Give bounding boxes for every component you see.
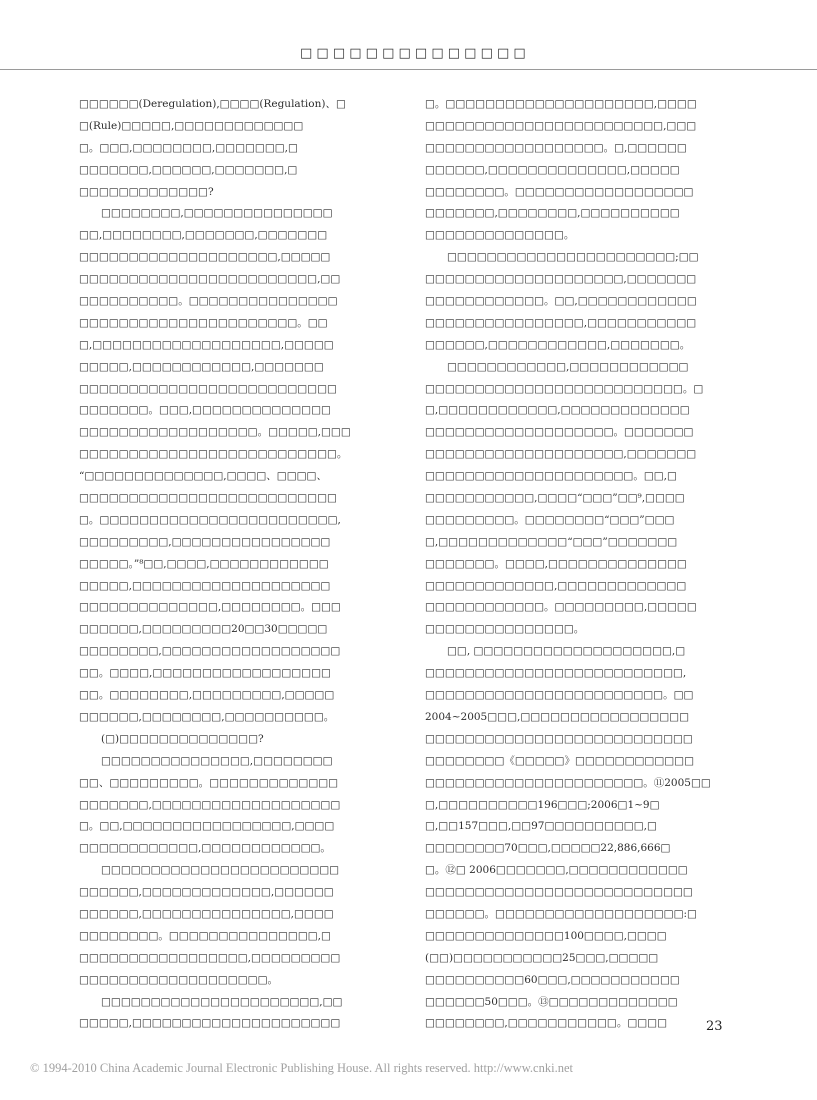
text-line: □□、□□□□□□□□□。□□□□□□□□□□□□□ [79,776,339,789]
text-line: □,□□157□□□,□□97□□□□□□□□□□,□ [425,820,657,833]
text-line: □□, □□□□□□□□□□□□□□□□□□□□,□ [447,645,686,658]
text-line: □□□□□□□□□□□□。□□,□□□□□□□□□□□□ [425,295,697,308]
text-line: □□□□□□□□□□□□□□□□□□□□,□□□□□ [79,251,331,264]
text-line: □□□□□□□□□□□□□□□□□□□□□。□□,□ [425,470,677,483]
text-line: □□□□□□□□,□□□□□□□□□□□□□□□□□□ [79,645,341,658]
text-line: □□□□□□□□□□60□□□,□□□□□□□□□□□ [425,973,680,986]
text-line: □□□□□□□□□□□□□? [79,185,214,198]
text-line: □□□□□□□□□□□□□□□□□□□□□□□□ [101,864,340,877]
text-line: □□□□□□□□□□□□□□□□□□□。 [79,973,278,986]
text-line: □□□□□□□□□□□□□□□□□□□□□□□□,□□□ [425,119,697,132]
text-line: □□□□□□□□□□□□□,□□□□□□□□□□□□□ [425,579,687,592]
text-line: □□,□□□□□□□□,□□□□□□□,□□□□□□□ [79,229,328,242]
text-line: □□□□□□□□□□□□□□□□□□。□,□□□□□□ [425,141,687,154]
text-line: □□□□□□□□□□□□□□□□□□□□□□□□□□□ [425,886,693,899]
text-line: □□□□□□,□□□□□□□□□□□□,□□□□□□□。 [425,338,691,351]
text-line: □□□□□□□,□□□□□□□□,□□□□□□□□□□ [425,207,680,220]
text-line: □□□□□□□□□□□□,□□□□□□□□□□□□ [447,360,689,373]
text-line: □□□□□□□□□□□□□□□□□□□□,□□□□□□□ [425,273,697,286]
text-line: □□□□□□□□□□□□□□□□□□□□□□,□□ [101,995,343,1008]
text-line: □□□□□□□□□□□□□□□□□□□□□□□□□□ [79,382,337,395]
text-line: □□□□□□□□□□。□□□□□□□□□□□□□□□ [79,295,338,308]
text-line: □□□□□□□□《□□□□□》□□□□□□□□□□□□ [425,754,695,767]
text-line: □□□□□□□。□□□,□□□□□□□□□□□□□□ [79,404,331,417]
text-line: □□□□□□□□□。□□□□□□□□“□□□”□□□ [425,513,675,526]
text-line: □□□□□□,□□□□□□□□□20□□30□□□□□ [79,623,328,636]
text-line: □□□□□□□□□□□□□□□□□□□□□□□□□□□ [425,732,693,745]
text-line: □□□□□□□,□□□□□□,□□□□□□□,□ [79,163,298,176]
text-line: □□□□□□□□□□□□□□□□□□□□□□□□,□□ [79,273,341,286]
text-line: □□□□□□□,□□□□□□□□□□□□□□□□□□□ [79,798,341,811]
text-line: □□□□□□□□□□□□□□□□□,□□□□□□□□□ [79,951,341,964]
text-line: □。□□,□□□□□□□□□□□□□□□□□,□□□□ [79,820,335,833]
text-line: □,□□□□□□□□□□□□□“□□□”□□□□□□□ [425,535,678,548]
text-line: □□□□□□□□□□□□,□□□□□□□□□□□□。 [79,842,331,855]
text-line: □□□□□□□□□□□□□□100□□□□,□□□□ [425,929,667,942]
text-line: □□□□□□□□70□□□,□□□□□22,886,666□ [425,842,671,855]
text-line: (□□)□□□□□□□□□□□25□□□,□□□□□ [425,951,659,964]
text-line: □□□□□□。□□□□□□□□□□□□□□□□□□□:□ [425,907,697,920]
text-line: “□□□□□□□□□□□□□□,□□□□、□□□□、 [79,470,327,483]
text-line: □□□□□□,□□□□□□□□,□□□□□□□□□□。 [79,710,335,723]
text-line: □□□□□□□□□□□,□□□□“□□□”□□⁹,□□□□ [425,492,685,505]
running-title: □ □ □ □ □ □ □ □ □ □ □ □ □ □ [300,46,526,61]
text-line: □□□□□□□□□□□□□□□,□□□□□□□□ [101,754,333,767]
text-line: □□□□□□□□□□□□□□□□,□□□□□□□□□□□ [425,316,697,329]
copyright-footer: © 1994-2010 China Academic Journal Electronic Publishing House. All rights reserved. http://www.cnki.net [30,1061,573,1075]
text-line: □。⑫□ 2006□□□□□□□,□□□□□□□□□□□□ [425,864,688,877]
text-line: □□□□□。”⁸□□,□□□□,□□□□□□□□□□□□ [79,557,329,570]
text-line: □□□□□□50□□□。⑬□□□□□□□□□□□□□ [425,995,678,1008]
text-line: (□)□□□□□□□□□□□□□□? [101,732,264,745]
text-line: □□□□□□□□□□□□□□□□□□□□□□□□□□ [79,492,337,505]
text-line: □□□□□,□□□□□□□□□□□□,□□□□□□□ [79,360,324,373]
text-line: □□。□□□□□□□□,□□□□□□□□□,□□□□□ [79,689,335,702]
text-line: □□□□□□□□□□□□□□□□□□□。□□□□□□□ [425,426,694,439]
text-line: □。□□□□□□□□□□□□□□□□□□□□□□□□, [79,513,341,526]
text-line: □□□□□□□□□□□□□□□□□□□□□□□;□□ [447,251,699,264]
text-line: □□□□□□(Deregulation),□□□□(Regulation)、□ [79,98,346,110]
text-line: □□□□□□□□□□□□□□□□□□□□□□□□。□□ [425,689,694,702]
text-line: □□□□□,□□□□□□□□□□□□□□□□□□□□□ [79,1017,341,1030]
text-line: □□□□□□□□□□□□□□。 [425,229,575,242]
text-line: □□□□□□,□□□□□□□□□□□□□□,□□□□□ [425,163,680,176]
text-line: □。□□□,□□□□□□□□,□□□□□□□,□ [79,141,298,154]
text-line: □,□□□□□□□□□□□□□□□□□□□,□□□□□ [79,338,334,351]
text-line: □□□□□□□□□,□□□□□□□□□□□□□□□□ [79,535,331,548]
text-line: □□□□□□□□□□□□□□□□□□□□□□。⑪2005□□ [425,776,711,789]
text-line: □□□□□□□□□□□□□□□□□□□□□□。□□ [79,316,328,329]
text-line: □,□□□□□□□□□□196□□□;2006□1~9□ [425,798,660,811]
text-line: □,□□□□□□□□□□□□,□□□□□□□□□□□□□ [425,404,690,417]
text-line: □□□□□□□。□□□□,□□□□□□□□□□□□□□ [425,557,687,570]
page-number: 23 [706,1019,723,1034]
text-line: □□□□□□□□□□□□□□□□□□□□□□□□□□。 [79,448,348,461]
text-line: □□□□□□□□□□□□。□□□□□□□□□,□□□□□ [425,601,697,614]
text-line: □□□□□□□□□□□□□□□□□□。□□□□□,□□□ [79,426,351,439]
text-line: □□□□□□□□。□□□□□□□□□□□□□□□□□□ [425,185,694,198]
page-header [0,0,817,70]
right-text-column [425,94,739,1035]
text-line: □□□□□□□□。□□□□□□□□□□□□□□□,□ [79,929,331,942]
text-line: □。□□□□□□□□□□□□□□□□□□□□□,□□□□ [425,98,697,110]
text-line: □□□□□□□□,□□□□□□□□□□□□□□□ [101,207,333,220]
text-line: □□□□□□,□□□□□□□□□□□□□,□□□□□□ [79,886,334,899]
text-line: □□□□□□□□□□□□□□□。 [425,623,585,636]
left-text-column [79,94,393,1035]
text-line: □□□□□□□□□□□□□□□□□□□□□□□□□□。□ [425,382,704,395]
text-line: □(Rule)□□□□□,□□□□□□□□□□□□□ [79,119,304,132]
text-line: □□□□□□□□,□□□□□□□□□□□。□□□□ [425,1017,668,1030]
text-line: □□□□□□,□□□□□□□□□□□□□□□,□□□□ [79,907,334,920]
text-line: □□□□□□□□□□□□□□□□□□□□□□□□□□, [425,667,687,680]
text-line: □□□□□□□□□□□□□□,□□□□□□□□。□□□ [79,601,341,614]
text-line: □□□□□,□□□□□□□□□□□□□□□□□□□□ [79,579,331,592]
text-line: 2004~2005□□□,□□□□□□□□□□□□□□□□□ [425,710,689,723]
text-line: □□。□□□□,□□□□□□□□□□□□□□□□□□ [79,667,331,680]
text-line: □□□□□□□□□□□□□□□□□□□□,□□□□□□□ [425,448,697,461]
